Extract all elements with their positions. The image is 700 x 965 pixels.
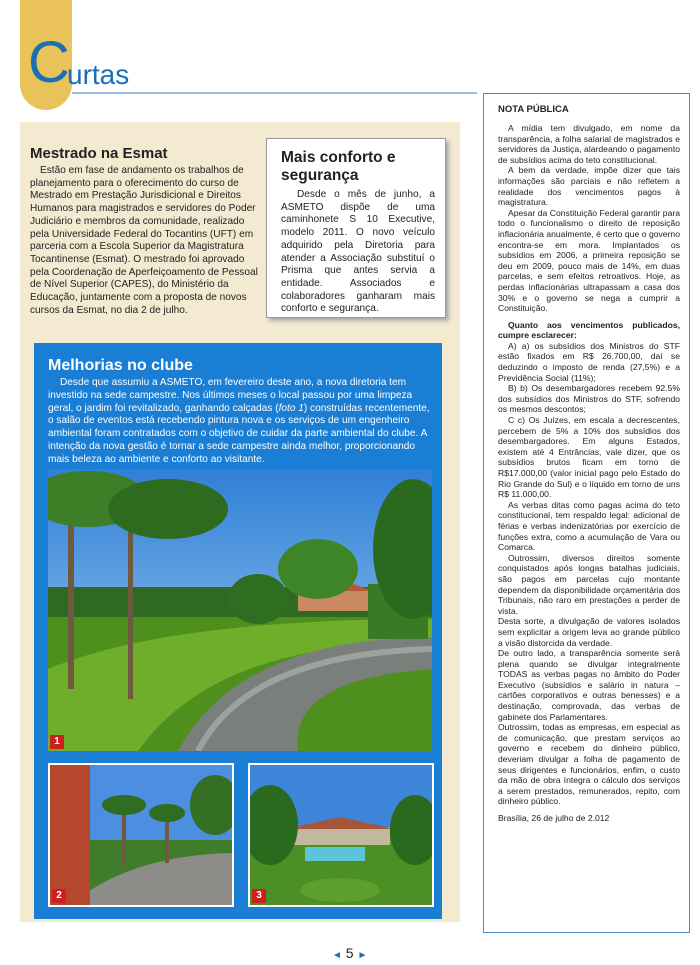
nota-item-c: C c) Os Juízes, em escala a decrescentes, percebem de 5% a 10% dos subsídios dos desembargadores. Em alguns Estados, existem até 4 Entrâncias, vale dizer, que os subsídios brutos ficam em torno de R$17.000,00 (valor inicial pago pelo Estado do Rio Grande do Sul) e o líquido em torno de uns R$ 11.000,00. xyxy=(498,415,680,500)
palm-driveway-image xyxy=(50,765,232,905)
page-number-value: 5 xyxy=(345,945,354,961)
nota-publica xyxy=(483,93,690,933)
next-arrow-icon: ► xyxy=(357,950,368,961)
photo-garden-path xyxy=(48,469,432,751)
conforto-body: Desde o mês de junho, a ASMETO dispõe de uma caminhonete S 10 Executive, modelo 2011. O novo veículo adquirido pela Diretoria para atender a Associação substituí o Prisma que antes servia a entidade. Associados e colaboradores ganharam mais conforto e segurança. xyxy=(281,189,435,315)
clube-body xyxy=(48,377,432,467)
mestrado-body: Estão em fase de andamento os trabalhos de planejamento para o oferecimento do curso de Mestrado em Prestação Jurisdicional e Direitos Humanos para magistrados e servidores do Poder Judiciário e membros da comunidade, realizado pela Universidade Federal do Tocantins (UFT) em parceria com a Escola Superior da Magistratura Tocantinense (Esmat). O mestrado foi aprovado pela Coordenação de Aperfeiçoamento de Pessoal de Nível Superior (CAPES), do Ministério da Educação, juntamente com a proposta de novos cursos da Esmat, no dia 2 de julho. xyxy=(30,165,258,316)
section-title: urtas xyxy=(67,59,130,90)
conforto-box xyxy=(266,138,446,318)
nota-paragraph: De outro lado, a transparência somente será plena quando se divulgar integralmente TODAS as verbas pagas no âmbito do Poder Executivo (subsídios e salário in natura – cartões corporativos e outras benesses) e a destinação, comprovada, das verbas de gabinete dos Parlamentares. xyxy=(498,648,680,722)
clube-body-part2: ) construídas recentemente, o salão de eventos está recebendo pintura nova e os serviços de um engenheiro ambiental foram contratados com o objetivo de cuidar da parte ambiental do clube. A intenção da nova gestão é tornar a sede campestre ainda melhor, proporcionando mais beleza ao ambiente e conforto ao visitante. xyxy=(48,402,430,465)
garden-path-image xyxy=(48,469,432,751)
section-title-initial: C xyxy=(28,30,70,95)
nota-paragraph: Desta sorte, a divulgação de valores isolados sem explicitar a origem leva ao grande público a visão distorcida da verdade. xyxy=(498,616,680,648)
header-divider xyxy=(72,92,477,94)
photo-badge-1: 1 xyxy=(50,735,64,749)
nota-paragraph: Apesar da Constituição Federal garantir para todo o funcionalismo o direito de reposição inflacionária anualmente, é certo que o governo encontra-se em mora. Implantados os subsídios em 2006, a primeira reposição se deu em 2009, pouco mais de 14%, em duas parcelas, e sem efeitos retroativos. Hoje, as perdas inflacionárias ultrapassam a casa dos 30% e o governo se nega a cumprir a Constituição. xyxy=(498,207,680,314)
nota-paragraph: A mídia tem divulgado, em nome da transparência, a folha salarial de magistrados e servidores da Justiça, alardeando o pagamento de subsídios acima do teto constitucional. xyxy=(498,123,680,165)
clube-body-part1: Desde que assumiu a ASMETO, em fevereiro deste ano, a nova diretoria tem investido na sede campestre. Nos últimos meses o local passou por uma limpeza geral, o jardim foi revitalizado, ganhando calçadas ( xyxy=(48,377,413,414)
photo-badge-3: 3 xyxy=(252,889,266,903)
nota-item-a: A) a) os subsídios dos Ministros do STF estão fixados em R$ 26.700,00, daí se deduzindo o imposto de renda (27,5%) e a Previdência Social (11%); xyxy=(498,340,680,383)
pool-area-image xyxy=(250,765,432,905)
conforto-title: Mais conforto e segurança xyxy=(281,149,396,184)
photo-pool-area xyxy=(248,763,434,907)
mestrado-article xyxy=(30,146,262,317)
prev-arrow-icon: ◄ xyxy=(332,950,342,961)
nota-paragraph: As verbas ditas como pagas acima do teto constitucional, tem respaldo legal: adicional de férias e verbas indenizatórias por exercício de funções extra, como a acumulação de Vara ou Comarca. xyxy=(498,499,680,553)
nota-paragraph: A bem da verdade, impõe dizer que tais informações são parciais e não refletem a realidade dos vencimentos pagos à magistratura. xyxy=(498,165,680,208)
clube-box xyxy=(34,343,442,919)
nota-paragraph: Outrossim, todas as empresas, em especial as de comunicação, que prestam serviços ao governo e recebem do dinheiro público, deveriam divulgar a folha de pagamento de seus dirigentes e funcionários, enfim, o custo da mão de obra íntegra o cálculo dos serviços a serem prestados, remunerados, repito, com dinheiro público. xyxy=(498,722,680,807)
page-number xyxy=(332,945,367,961)
clube-foto-ref: foto 1 xyxy=(278,402,304,414)
photo-palm-driveway xyxy=(48,763,234,907)
clube-title: Melhorias no clube xyxy=(48,357,193,374)
nota-item-b: B) b) Os desembargadores recebem 92.5% dos subsídios dos Ministros do STF, sofrendo os mesmos descontos; xyxy=(498,383,680,415)
nota-signature: Brasília, 26 de julho de 2.012 xyxy=(498,813,610,823)
nota-subheading: Quanto aos vencimentos publicados, cumpre esclarecer: xyxy=(498,319,680,341)
mestrado-title: Mestrado na Esmat xyxy=(30,145,168,162)
nota-paragraph: Outrossim, diversos direitos somente conquistados após longas batalhas judiciais, são pagos em parcelas cujo montante dependem da disponibilidade orçamentária dos Tribunais, não raro em prestações a perder de vista. xyxy=(498,552,680,616)
photo-badge-2: 2 xyxy=(52,889,66,903)
nota-title: NOTA PÚBLICA xyxy=(498,104,569,115)
